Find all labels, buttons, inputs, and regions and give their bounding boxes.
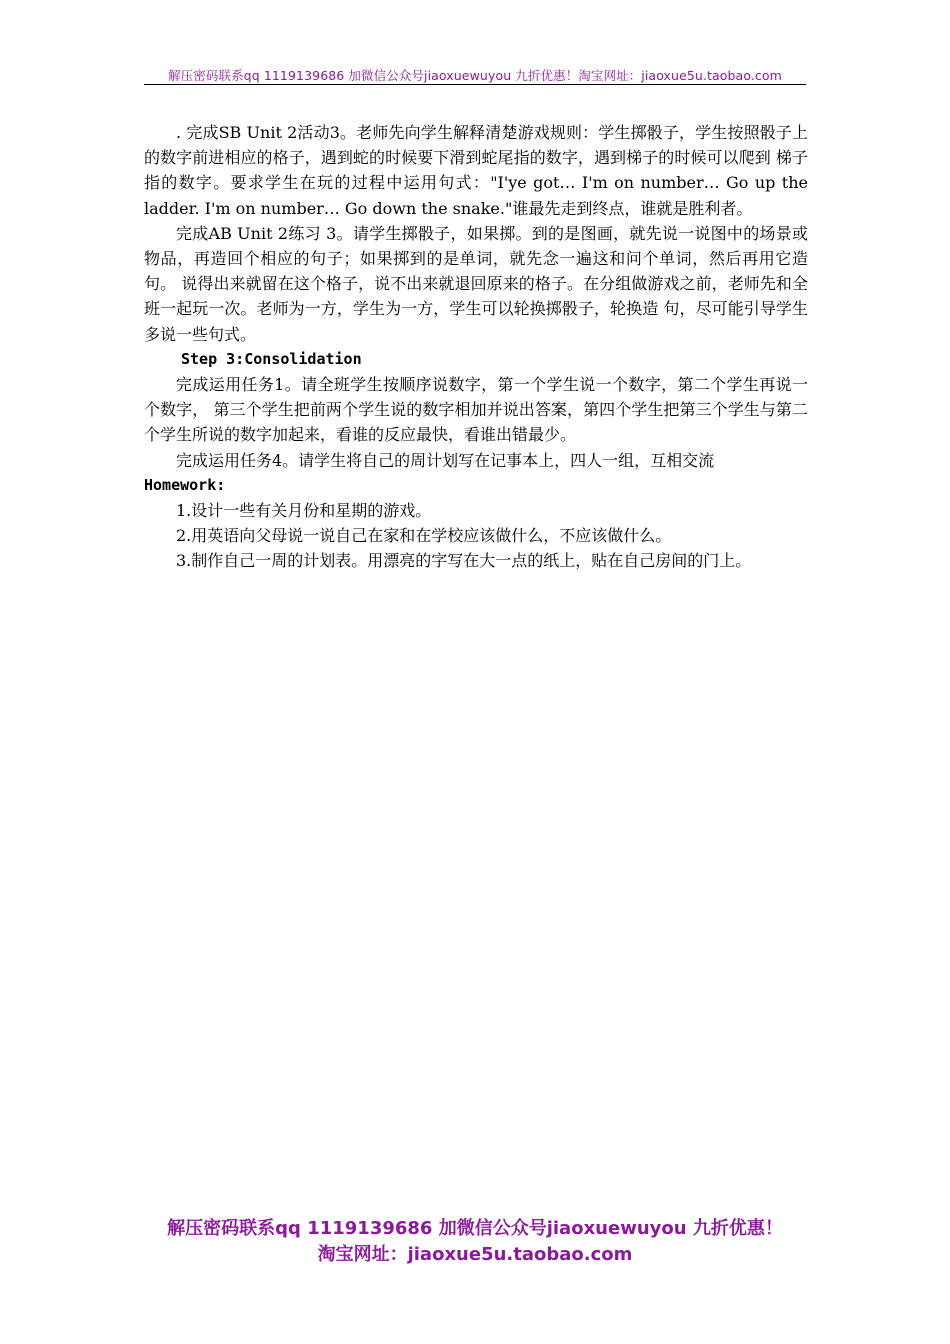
footer-contact-line: 解压密码联系qq 1119139686 加微信公众号jiaoxuewuyou 九折优惠！ (167, 1218, 783, 1239)
paragraph-exercise-3: 完成AB Unit 2练习 3。请学生掷骰子，如果掷。到的是图画，就先说一说图中的场景或物品，再造回个相应的句子；如果掷到的是单词，就先念一遍这和问个单词，然后再用它造句。 说得出来就留在这个格子，说不出来就退回原来的格子。在分组做游戏之前，老师先和全班一起玩一次。老师为一方，学生为一方，学生可以轮换掷骰子，轮换造 句，尽可能引导学生多说一些句式。 (144, 223, 808, 344)
header-divider (144, 84, 806, 85)
homework-item: 3.制作自己一周的计划表。用漂亮的字写在大一点的纸上，贴在自己房间的门上。 (176, 551, 752, 571)
paragraph-task-1: 完成运用任务1。请全班学生按顺序说数字，第一个学生说一个数字，第二个学生再说一个数字， 第三个学生把前两个学生说的数字相加并说出答案，第四个学生把第三个学生与第二个学生所说的数字加起来，看谁的反应最快，看谁出错最少。 (144, 375, 808, 445)
page-footer (0, 1216, 950, 1268)
paragraph-activity-3: . 完成SB Unit 2活动3。老师先向学生解释清楚游戏规则：学生掷骰子，学生按照骰子上的数字前进相应的格子，遇到蛇的时候要下滑到蛇尾指的数字，遇到梯子的时候可以爬到 梯子指的数字。要求学生在玩的过程中运用句式："I'ye got… I'm on number… Go up the ladder. I'm on number… Go down the snake."谁最先走到终点，谁就是胜利者。 (144, 123, 808, 218)
homework-item: 2.用英语向父母说一说自己在家和在学校应该做什么，不应该做什么。 (176, 526, 672, 546)
document-body (144, 120, 808, 574)
page-header: 解压密码联系qq 1119139686 加微信公众号jiaoxuewuyou 九折优惠！淘宝网址：jiaoxue5u.taobao.com (168, 68, 782, 83)
homework-heading: Homework: (144, 475, 226, 494)
footer-shop-line: 淘宝网址：jiaoxue5u.taobao.com (317, 1244, 633, 1265)
paragraph-task-4: 完成运用任务4。请学生将自己的周计划写在记事本上，四人一组，互相交流 (176, 450, 715, 470)
step-3-heading: Step 3:Consolidation (181, 349, 362, 368)
homework-item: 1.设计一些有关月份和星期的游戏。 (176, 501, 432, 521)
